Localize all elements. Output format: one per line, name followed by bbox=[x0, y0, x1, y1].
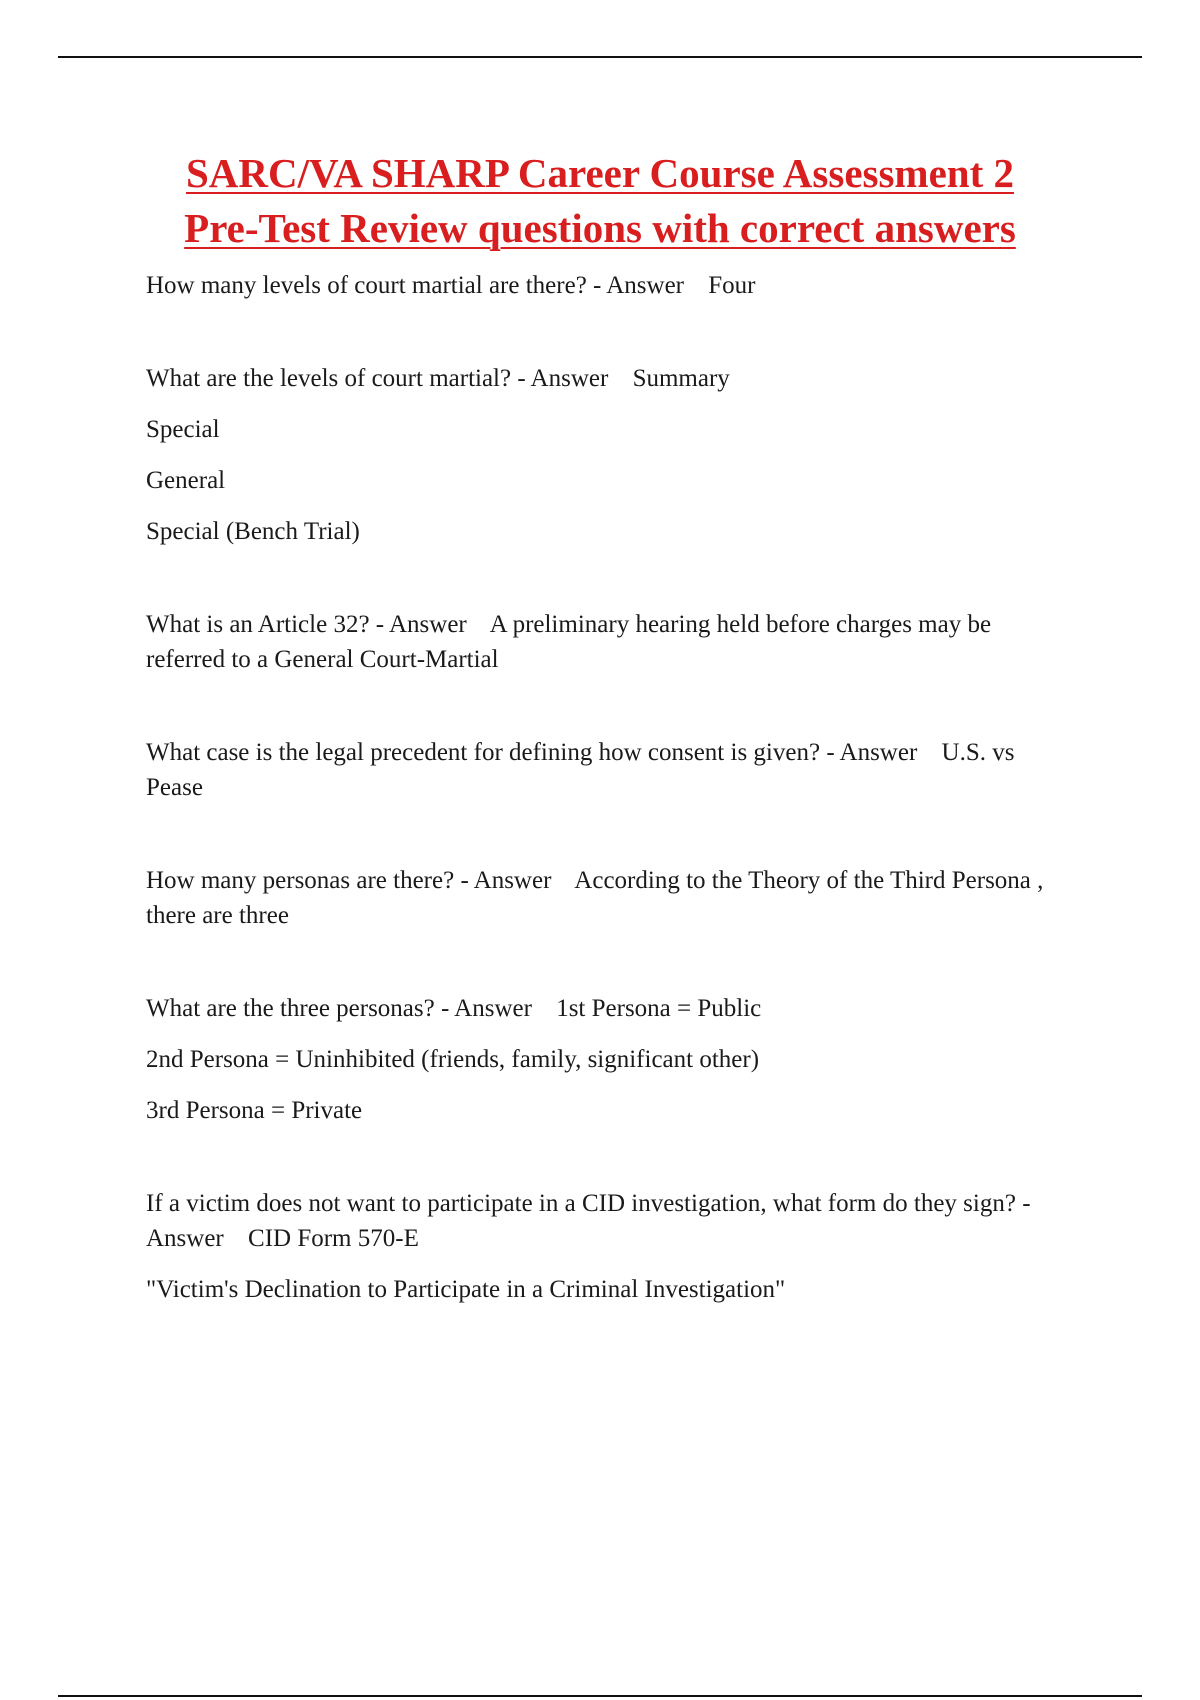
answer-text: According to the Theory of the Third Persona , there are three bbox=[146, 867, 1044, 929]
answer-label: - Answer bbox=[517, 365, 609, 392]
answer-extra-line: 3rd Persona = Private bbox=[146, 1097, 363, 1124]
answer-extra-line: "Victim's Declination to Participate in a Criminal Investigation" bbox=[146, 1276, 786, 1303]
question-text: If a victim does not want to participate in a CID investigation, what form do they sign? bbox=[146, 1190, 1016, 1217]
qa-item bbox=[146, 863, 1076, 933]
answer-label: - Answer bbox=[826, 739, 918, 766]
answer-label: - Answer bbox=[146, 1190, 1031, 1252]
answer-text: Summary bbox=[632, 365, 730, 392]
answer-text: A preliminary hearing held before charges may be referred to a General Court-Martial bbox=[146, 611, 992, 673]
qa-item bbox=[146, 1186, 1076, 1307]
top-rule bbox=[58, 56, 1142, 58]
qa-item bbox=[146, 991, 1076, 1128]
question-text: What is an Article 32? bbox=[146, 611, 370, 638]
title-line-2: Pre-Test Review questions with correct answers bbox=[184, 205, 1016, 251]
answer-label: - Answer bbox=[593, 272, 685, 299]
question-text: What are the three personas? bbox=[146, 995, 435, 1022]
qa-item bbox=[146, 735, 1076, 805]
answer-label: - Answer bbox=[440, 995, 532, 1022]
answer-text: CID Form 570-E bbox=[248, 1225, 419, 1252]
bottom-rule bbox=[58, 1695, 1142, 1697]
question-text: How many levels of court martial are there? bbox=[146, 272, 587, 299]
question-text: What are the levels of court martial? bbox=[146, 365, 512, 392]
qa-item bbox=[146, 268, 1076, 303]
answer-text: 1st Persona = Public bbox=[556, 995, 762, 1022]
question-text: How many personas are there? bbox=[146, 867, 455, 894]
answer-label: - Answer bbox=[460, 867, 552, 894]
answer-extra-line: 2nd Persona = Uninhibited (friends, family, significant other) bbox=[146, 1046, 760, 1073]
answer-text: Four bbox=[708, 272, 756, 299]
title-line-1: SARC/VA SHARP Career Course Assessment 2 bbox=[186, 150, 1014, 196]
answer-extra-line: General bbox=[146, 467, 226, 494]
document-title bbox=[100, 146, 1100, 256]
qa-list bbox=[146, 268, 1076, 1307]
answer-extra-line: Special bbox=[146, 416, 220, 443]
question-text: What case is the legal precedent for defining how consent is given? bbox=[146, 739, 821, 766]
answer-label: - Answer bbox=[375, 611, 467, 638]
answer-extra-line: Special (Bench Trial) bbox=[146, 518, 360, 545]
qa-item bbox=[146, 607, 1076, 677]
qa-item bbox=[146, 361, 1076, 549]
answer-text: U.S. vs Pease bbox=[146, 739, 1015, 801]
